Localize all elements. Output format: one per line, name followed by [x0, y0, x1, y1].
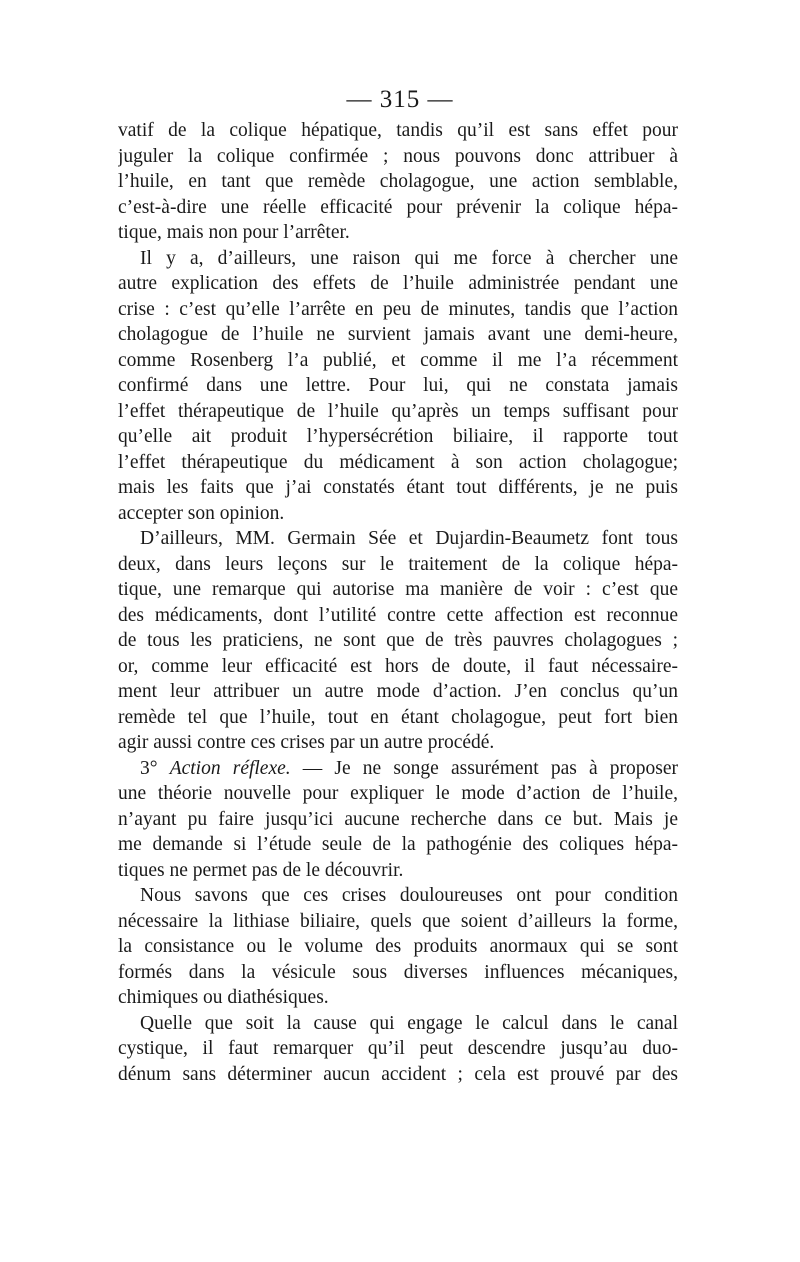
- text-line: nécessaire la lithiase biliaire, quels que soient d’ailleurs la forme,: [118, 910, 678, 932]
- text-line: D’ailleurs, MM. Germain Sée et Dujardin-Beaumetz font tous: [140, 528, 678, 549]
- text-line: tique, une remarque qui autorise ma manière de voir : c’est que: [118, 579, 678, 600]
- text-line: tiques ne permet pas de le découvrir.: [118, 859, 404, 881]
- text-line: Il y a, d’ailleurs, une raison qui me force à chercher une: [140, 247, 678, 269]
- text-line: n’ayant pu faire jusqu’ici aucune recherche dans ce but. Mais je: [118, 808, 678, 830]
- text-line: me demande si l’étude seule de la pathogénie des coliques hépa-: [118, 834, 678, 855]
- text-line: formés dans la vésicule sous diverses influences mécaniques,: [118, 961, 678, 983]
- body-text: [118, 118, 678, 1087]
- text-line: qu’elle ait produit l’hypersécrétion biliaire, il rapporte tout: [118, 426, 678, 447]
- text-line: c’est-à-dire une réelle efficacité pour prévenir la colique hépa-: [118, 196, 678, 218]
- text-line: Nous savons que ces crises douloureuses ont pour condition: [140, 885, 678, 906]
- text-line: chimiques ou diathésiques.: [118, 987, 329, 1008]
- text-line: cholagogue de l’huile ne survient jamais avant une demi-heure,: [118, 324, 678, 345]
- text-line-section-heading: [118, 756, 678, 782]
- text-line: autre explication des effets de l’huile administrée pendant une: [118, 273, 678, 294]
- page-number: — 315 —: [346, 86, 454, 113]
- section-text: — Je ne songe assurément pas à proposer: [290, 757, 678, 779]
- text-line: l’effet thérapeutique de l’huile qu’après un temps suffisant pour: [118, 400, 678, 422]
- section-number: 3°: [140, 757, 170, 779]
- text-line: une théorie nouvelle pour expliquer le mode d’action de l’huile,: [118, 783, 678, 804]
- section-title: Action réflexe.: [169, 757, 291, 779]
- text-line: remède tel que l’huile, tout en étant cholagogue, peut fort bien: [118, 706, 678, 728]
- text-line: dénum sans déterminer aucun accident ; cela est prouvé par des: [118, 1063, 678, 1085]
- text-line: Quelle que soit la cause qui engage le calcul dans le canal: [140, 1012, 678, 1034]
- text-line: l’huile, en tant que remède cholagogue, une action semblable,: [118, 171, 678, 192]
- text-line: cystique, il faut remarquer qu’il peut descendre jusqu’au duo-: [118, 1038, 678, 1059]
- text-line: agir aussi contre ces crises par un autre procédé.: [118, 732, 495, 753]
- text-line: confirmé dans une lettre. Pour lui, qui ne constata jamais: [118, 375, 678, 396]
- text-line: or, comme leur efficacité est hors de doute, il faut nécessaire-: [118, 655, 678, 677]
- text-line: vatif de la colique hépatique, tandis qu’il est sans effet pour: [118, 120, 678, 141]
- text-line: la consistance ou le volume des produits anormaux qui se sont: [118, 936, 678, 957]
- text-line: mais les faits que j’ai constatés étant tout différents, je ne puis: [118, 477, 678, 498]
- text-line: comme Rosenberg l’a publié, et comme il me l’a récemment: [118, 349, 678, 371]
- text-line: ment leur attribuer un autre mode d’action. J’en conclus qu’un: [118, 681, 678, 702]
- text-line: deux, dans leurs leçons sur le traitement de la colique hépa-: [118, 553, 678, 575]
- text-line: l’effet thérapeutique du médicament à son action cholagogue;: [118, 451, 678, 473]
- text-line: de tous les praticiens, ne sont que de très pauvres cholagogues ;: [118, 630, 678, 651]
- text-line: tique, mais non pour l’arrêter.: [118, 222, 350, 243]
- text-line: juguler la colique confirmée ; nous pouvons donc attribuer à: [118, 145, 678, 167]
- text-line: accepter son opinion.: [118, 502, 285, 524]
- text-line: des médicaments, dont l’utilité contre cette affection est reconnue: [118, 604, 678, 626]
- text-line: crise : c’est qu’elle l’arrête en peu de minutes, tandis que l’action: [118, 298, 678, 320]
